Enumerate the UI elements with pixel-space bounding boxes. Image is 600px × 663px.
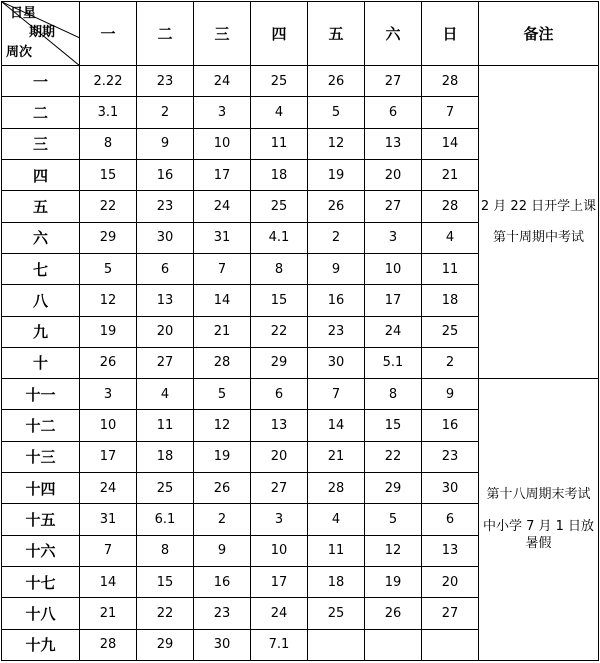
date-cell: 15 (137, 567, 194, 598)
date-cell: 6 (137, 253, 194, 284)
date-cell: 3 (365, 222, 422, 253)
date-cell: 31 (194, 222, 251, 253)
date-cell: 27 (422, 598, 479, 629)
date-cell: 24 (194, 66, 251, 97)
day-header-fri: 五 (308, 2, 365, 66)
table-row (2, 379, 599, 410)
date-cell: 8 (80, 128, 137, 159)
date-cell: 21 (80, 598, 137, 629)
week-label: 十二 (2, 410, 80, 441)
date-cell: 26 (308, 191, 365, 222)
week-label: 十六 (2, 535, 80, 566)
date-cell: 5 (365, 504, 422, 535)
date-cell: 29 (365, 473, 422, 504)
date-cell: 9 (194, 535, 251, 566)
date-cell: 27 (365, 66, 422, 97)
week-label: 十五 (2, 504, 80, 535)
date-cell: 25 (422, 316, 479, 347)
date-cell: 13 (365, 128, 422, 159)
date-cell: 24 (80, 473, 137, 504)
day-header-wed: 三 (194, 2, 251, 66)
date-cell: 3 (80, 379, 137, 410)
note-line: 第十八周期末考试 (486, 487, 591, 503)
date-cell: 11 (251, 128, 308, 159)
date-cell: 20 (251, 441, 308, 472)
date-cell: 4 (422, 222, 479, 253)
date-cell: 27 (251, 473, 308, 504)
school-calendar-table (1, 1, 599, 661)
date-cell: 22 (137, 598, 194, 629)
date-cell: 28 (80, 629, 137, 660)
date-cell: 14 (194, 285, 251, 316)
date-cell: 4.1 (251, 222, 308, 253)
date-cell: 22 (251, 316, 308, 347)
date-cell: 22 (80, 191, 137, 222)
notes-cell (479, 379, 599, 661)
date-cell: 15 (365, 410, 422, 441)
date-cell: 26 (308, 66, 365, 97)
date-cell: 9 (137, 128, 194, 159)
date-cell: 30 (194, 629, 251, 660)
date-cell: 12 (365, 535, 422, 566)
date-cell: 7 (422, 97, 479, 128)
date-cell: 14 (308, 410, 365, 441)
corner-label-bottom: 周次 (6, 45, 33, 60)
date-cell: 18 (308, 567, 365, 598)
week-label: 九 (2, 316, 80, 347)
day-header-tue: 二 (137, 2, 194, 66)
date-cell: 20 (365, 159, 422, 190)
week-label: 五 (2, 191, 80, 222)
date-cell: 22 (365, 441, 422, 472)
date-cell: 7 (80, 535, 137, 566)
date-cell: 19 (308, 159, 365, 190)
date-cell: 13 (137, 285, 194, 316)
date-cell: 17 (194, 159, 251, 190)
week-label: 三 (2, 128, 80, 159)
date-cell: 23 (137, 66, 194, 97)
date-cell: 3 (194, 97, 251, 128)
date-cell (308, 629, 365, 660)
date-cell: 9 (422, 379, 479, 410)
date-cell: 16 (422, 410, 479, 441)
date-cell: 6 (365, 97, 422, 128)
date-cell: 10 (365, 253, 422, 284)
date-cell: 4 (137, 379, 194, 410)
date-cell: 15 (251, 285, 308, 316)
date-cell: 16 (194, 567, 251, 598)
date-cell: 14 (422, 128, 479, 159)
note-line: 中小学 7 月 1 日放暑假 (482, 518, 595, 552)
week-label: 四 (2, 159, 80, 190)
date-cell: 29 (251, 347, 308, 378)
date-cell: 13 (251, 410, 308, 441)
date-cell: 27 (365, 191, 422, 222)
week-label: 十八 (2, 598, 80, 629)
date-cell: 25 (251, 66, 308, 97)
date-cell: 16 (308, 285, 365, 316)
corner-header-cell (2, 2, 80, 66)
date-cell: 5 (80, 253, 137, 284)
calendar-body (2, 66, 599, 661)
date-cell: 23 (308, 316, 365, 347)
date-cell: 11 (308, 535, 365, 566)
date-cell: 8 (251, 253, 308, 284)
date-cell: 14 (80, 567, 137, 598)
date-cell: 4 (251, 97, 308, 128)
date-cell: 29 (137, 629, 194, 660)
date-cell: 24 (194, 191, 251, 222)
date-cell: 12 (194, 410, 251, 441)
week-label: 十一 (2, 379, 80, 410)
date-cell: 8 (137, 535, 194, 566)
notes-header: 备注 (479, 2, 599, 66)
notes-cell (479, 66, 599, 379)
date-cell: 13 (422, 535, 479, 566)
date-cell: 23 (137, 191, 194, 222)
week-label: 十四 (2, 473, 80, 504)
date-cell: 3 (251, 504, 308, 535)
week-label: 十九 (2, 629, 80, 660)
date-cell: 12 (80, 285, 137, 316)
date-cell: 18 (251, 159, 308, 190)
week-label: 二 (2, 97, 80, 128)
date-cell: 2 (308, 222, 365, 253)
date-cell: 16 (137, 159, 194, 190)
date-cell: 7.1 (251, 629, 308, 660)
date-cell: 25 (137, 473, 194, 504)
note-line: 第十周期中考试 (492, 230, 584, 246)
date-cell: 10 (251, 535, 308, 566)
date-cell: 10 (80, 410, 137, 441)
date-cell: 26 (365, 598, 422, 629)
date-cell: 2 (194, 504, 251, 535)
date-cell: 8 (365, 379, 422, 410)
date-cell: 26 (194, 473, 251, 504)
date-cell: 29 (80, 222, 137, 253)
date-cell (365, 629, 422, 660)
date-cell: 26 (80, 347, 137, 378)
week-label: 八 (2, 285, 80, 316)
date-cell: 7 (194, 253, 251, 284)
date-cell: 28 (194, 347, 251, 378)
week-label: 六 (2, 222, 80, 253)
week-label: 十 (2, 347, 80, 378)
day-header-mon: 一 (80, 2, 137, 66)
date-cell: 12 (308, 128, 365, 159)
date-cell: 2.22 (80, 66, 137, 97)
date-cell: 9 (308, 253, 365, 284)
date-cell: 4 (308, 504, 365, 535)
week-label: 十七 (2, 567, 80, 598)
date-cell: 24 (251, 598, 308, 629)
date-cell: 5 (308, 97, 365, 128)
date-cell: 6 (422, 504, 479, 535)
table-row (2, 66, 599, 97)
date-cell: 18 (422, 285, 479, 316)
date-cell: 18 (137, 441, 194, 472)
date-cell: 23 (422, 441, 479, 472)
date-cell: 28 (308, 473, 365, 504)
date-cell: 25 (308, 598, 365, 629)
date-cell: 17 (80, 441, 137, 472)
date-cell: 30 (422, 473, 479, 504)
date-cell: 11 (137, 410, 194, 441)
date-cell: 5.1 (365, 347, 422, 378)
date-cell: 24 (365, 316, 422, 347)
date-cell: 2 (422, 347, 479, 378)
date-cell: 19 (194, 441, 251, 472)
date-cell: 20 (137, 316, 194, 347)
date-cell: 11 (422, 253, 479, 284)
note-line: 2 月 22 日开学上课 (480, 198, 597, 214)
date-cell (422, 629, 479, 660)
date-cell: 30 (137, 222, 194, 253)
date-cell: 27 (137, 347, 194, 378)
date-cell: 17 (365, 285, 422, 316)
date-cell: 30 (308, 347, 365, 378)
date-cell: 21 (194, 316, 251, 347)
date-cell: 31 (80, 504, 137, 535)
date-cell: 28 (422, 66, 479, 97)
date-cell: 21 (308, 441, 365, 472)
date-cell: 2 (137, 97, 194, 128)
date-cell: 7 (308, 379, 365, 410)
date-cell: 5 (194, 379, 251, 410)
date-cell: 25 (251, 191, 308, 222)
week-label: 七 (2, 253, 80, 284)
date-cell: 15 (80, 159, 137, 190)
date-cell: 3.1 (80, 97, 137, 128)
day-header-sat: 六 (365, 2, 422, 66)
date-cell: 23 (194, 598, 251, 629)
date-cell: 20 (422, 567, 479, 598)
corner-label-top: 日星 (10, 6, 37, 21)
header-row (2, 2, 599, 66)
day-header-sun: 日 (422, 2, 479, 66)
date-cell: 6.1 (137, 504, 194, 535)
date-cell: 28 (422, 191, 479, 222)
week-label: 一 (2, 66, 80, 97)
date-cell: 10 (194, 128, 251, 159)
corner-label-mid: 期期 (29, 25, 56, 40)
day-header-thu: 四 (251, 2, 308, 66)
date-cell: 21 (422, 159, 479, 190)
week-label: 十三 (2, 441, 80, 472)
date-cell: 19 (365, 567, 422, 598)
date-cell: 6 (251, 379, 308, 410)
date-cell: 19 (80, 316, 137, 347)
date-cell: 17 (251, 567, 308, 598)
